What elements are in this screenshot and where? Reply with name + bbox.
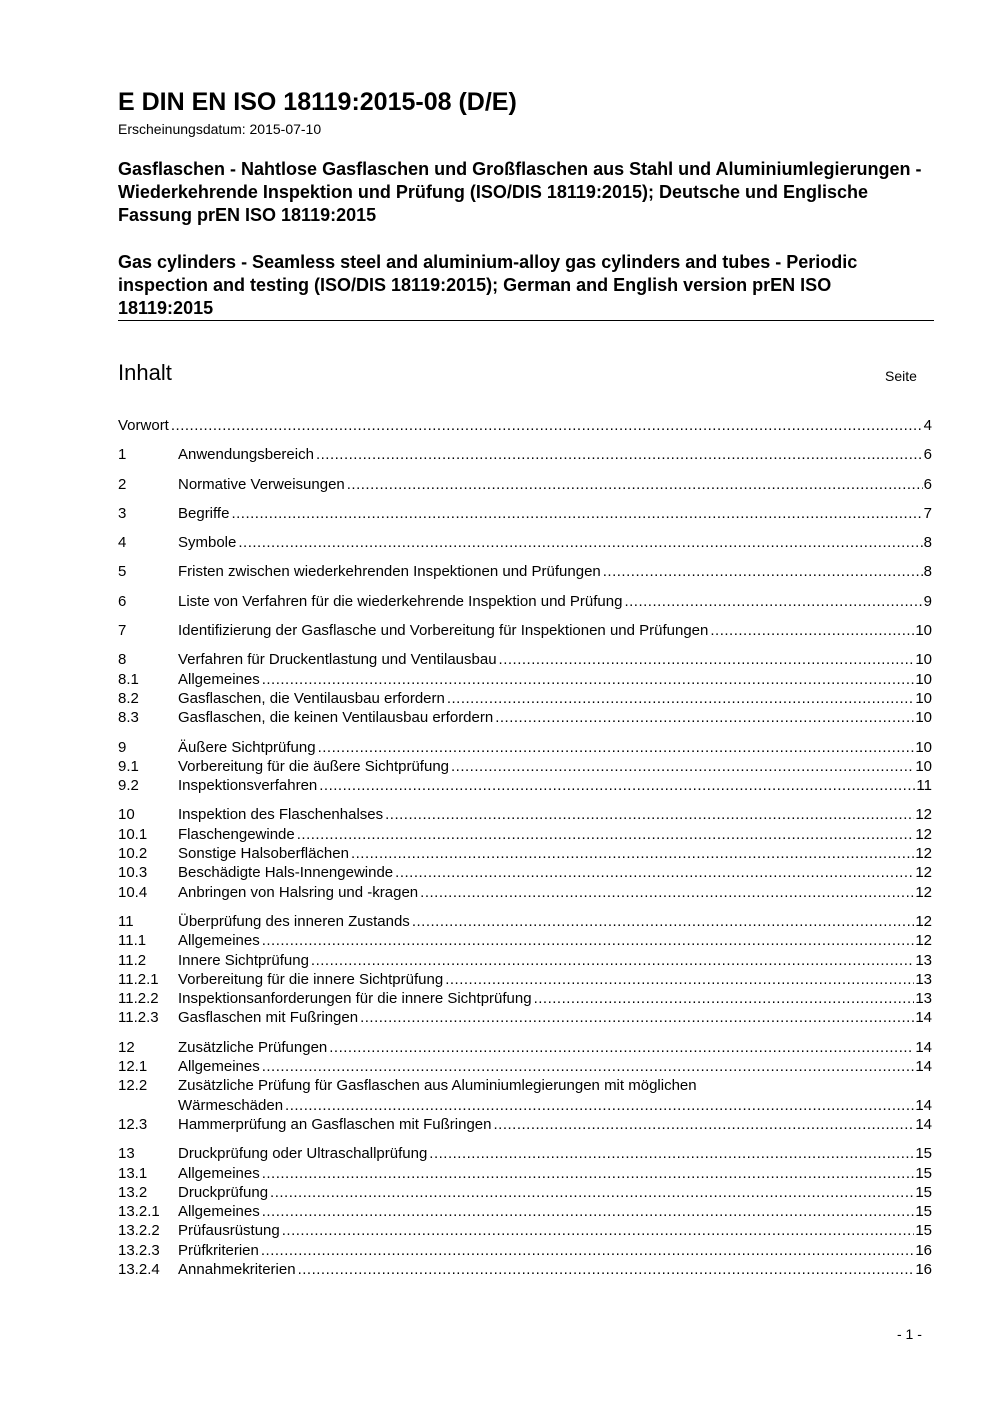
- toc-entry-page: 10: [915, 709, 932, 727]
- toc-entry-number: 9.1: [118, 757, 139, 775]
- toc-entry-line: [178, 757, 932, 776]
- toc-entry-line: [178, 1115, 932, 1134]
- toc-entry[interactable]: [118, 562, 932, 581]
- toc-dot-leader: [603, 562, 923, 581]
- toc-entry[interactable]: [118, 1038, 932, 1057]
- table-of-contents: [118, 416, 932, 1279]
- toc-entry-number: 13: [118, 1145, 135, 1163]
- toc-dot-leader: [311, 951, 914, 970]
- toc-entry-title: Allgemeines: [178, 932, 260, 950]
- toc-entry-line: [178, 825, 932, 844]
- toc-entry-continuation[interactable]: [118, 1096, 932, 1115]
- toc-dot-leader: [534, 989, 915, 1008]
- toc-entry-title: Fristen zwischen wiederkehrenden Inspektionen und Prüfungen: [178, 563, 601, 581]
- toc-dot-leader: [262, 1057, 915, 1076]
- toc-entry-line: [178, 1096, 932, 1115]
- toc-dot-leader: [238, 533, 922, 552]
- toc-entry-number: 5: [118, 563, 127, 581]
- toc-entry[interactable]: [118, 1202, 932, 1221]
- toc-entry-title: Druckprüfung: [178, 1183, 269, 1201]
- toc-dot-leader: [624, 592, 922, 611]
- toc-dot-leader: [395, 863, 914, 882]
- toc-entry[interactable]: [118, 1057, 932, 1076]
- toc-entry[interactable]: [118, 689, 932, 708]
- toc-entry-page: 14: [915, 1009, 932, 1027]
- toc-entry-number: 11: [118, 912, 134, 930]
- toc-entry-page: 6: [923, 446, 932, 464]
- toc-entry[interactable]: [118, 970, 932, 989]
- toc-entry[interactable]: [118, 533, 932, 552]
- toc-entry-number: 10.2: [118, 845, 148, 863]
- toc-entry[interactable]: [118, 805, 932, 824]
- toc-entry-title: Annahmekriterien: [178, 1260, 296, 1278]
- toc-entry-number: 8.3: [118, 709, 139, 727]
- toc-entry-title: Identifizierung der Gasflasche und Vorbereitung für Inspektionen und Prüfungen: [178, 622, 709, 640]
- toc-entry-title: Überprüfung des inneren Zustands: [178, 912, 410, 930]
- toc-entry-number: 1: [118, 446, 127, 464]
- toc-entry-line: [178, 670, 932, 689]
- toc-entry[interactable]: [118, 1241, 932, 1260]
- toc-entry-title: Wärmeschäden: [178, 1096, 284, 1114]
- toc-entry-page: 12: [915, 825, 932, 843]
- toc-entry-number: 13.2.3: [118, 1241, 160, 1259]
- toc-entry-page: 10: [915, 622, 932, 640]
- toc-entry-title: Allgemeines: [178, 1164, 260, 1182]
- toc-entry-line: [178, 1221, 932, 1240]
- toc-entry-page: 12: [915, 883, 932, 901]
- toc-entry-title: Normative Verweisungen: [178, 475, 345, 493]
- toc-entry-line: [178, 1241, 932, 1260]
- toc-entry-line: [178, 1038, 932, 1057]
- toc-entry-page: 10: [915, 738, 932, 756]
- toc-entry-page: 13: [915, 970, 932, 988]
- toc-entry-page: 13: [915, 990, 932, 1008]
- toc-dot-leader: [351, 844, 914, 863]
- toc-entry-number: 9.2: [118, 777, 139, 795]
- toc-entry[interactable]: [118, 989, 932, 1008]
- toc-entry-number: 12.3: [118, 1115, 148, 1133]
- toc-entry-page: 12: [915, 912, 932, 930]
- toc-entry-title: Anbringen von Halsring und -kragen: [178, 883, 419, 901]
- toc-entry-title: Allgemeines: [178, 1058, 260, 1076]
- toc-entry-page: 8: [923, 563, 932, 581]
- toc-entry-line: [178, 1144, 932, 1163]
- toc-entry-number: 10: [118, 806, 135, 824]
- toc-entry[interactable]: [118, 738, 932, 757]
- toc-dot-leader: [329, 1038, 914, 1057]
- toc-entry[interactable]: [118, 757, 932, 776]
- toc-entry-page: 6: [923, 475, 932, 493]
- toc-entry-title: Vorbereitung für die äußere Sichtprüfung: [178, 757, 450, 775]
- toc-entry-title: Prüfausrüstung: [178, 1222, 280, 1240]
- toc-entry-number: 2: [118, 475, 127, 493]
- toc-dot-leader: [495, 708, 914, 727]
- toc-entry[interactable]: [118, 708, 932, 727]
- toc-entry-title: Beschädigte Hals-Innengewinde: [178, 864, 394, 882]
- toc-entry-title: Äußere Sichtprüfung: [178, 738, 316, 756]
- toc-page-column-label: Seite: [885, 368, 917, 384]
- toc-entry-page: 15: [915, 1145, 932, 1163]
- toc-dot-leader: [231, 504, 922, 523]
- toc-entry[interactable]: [118, 445, 932, 464]
- toc-entry-line: [178, 883, 932, 902]
- toc-entry[interactable]: [118, 1008, 932, 1027]
- toc-entry-line: [178, 776, 932, 795]
- toc-entry-page: 11: [916, 777, 932, 795]
- toc-entry-line: [178, 931, 932, 950]
- toc-entry-title: Gasflaschen, die Ventilausbau erfordern: [178, 689, 445, 707]
- toc-dot-leader: [262, 1202, 915, 1221]
- toc-dot-leader: [171, 416, 923, 435]
- toc-entry-title: Anwendungsbereich: [178, 446, 314, 464]
- toc-entry-title: Sonstige Halsoberflächen: [178, 845, 349, 863]
- toc-entry-number: 13.2: [118, 1183, 148, 1201]
- title-divider: [118, 320, 934, 321]
- toc-entry[interactable]: [118, 1164, 932, 1183]
- toc-entry-page: 12: [915, 864, 932, 882]
- toc-dot-leader: [285, 1096, 914, 1115]
- toc-entry-title: Inspektionsverfahren: [178, 777, 318, 795]
- toc-entry-page: 4: [923, 417, 932, 434]
- toc-entry-line: [178, 592, 932, 611]
- toc-entry-page: 16: [915, 1241, 932, 1259]
- toc-entry[interactable]: [118, 951, 932, 970]
- toc-entry-line: [178, 1008, 932, 1027]
- toc-entry-number: 11.2.1: [118, 970, 159, 988]
- toc-entry-line: [178, 912, 932, 931]
- toc-entry-line: [178, 1260, 932, 1279]
- toc-entry-line: [178, 951, 932, 970]
- toc-entry[interactable]: [118, 1076, 932, 1095]
- toc-entry-number: 10.1: [118, 825, 148, 843]
- toc-entry-page: 15: [915, 1203, 932, 1221]
- toc-dot-leader: [412, 912, 915, 931]
- toc-entry[interactable]: [118, 504, 932, 523]
- toc-entry[interactable]: [118, 1183, 932, 1202]
- toc-dot-leader: [451, 757, 914, 776]
- toc-entry-line: [178, 445, 932, 464]
- toc-entry-line: [178, 844, 932, 863]
- toc-entry-number: 11.2.2: [118, 990, 159, 1008]
- toc-entry-page: 10: [915, 670, 932, 688]
- toc-dot-leader: [262, 670, 915, 689]
- toc-entry-title: Vorwort: [118, 417, 169, 434]
- toc-entry-number: 9: [118, 738, 127, 756]
- toc-entry-number: 10.3: [118, 864, 148, 882]
- toc-entry-number: 11.2: [118, 951, 147, 969]
- toc-entry-number: 12.2: [118, 1077, 148, 1095]
- toc-entry-line: [178, 1202, 932, 1221]
- toc-dot-leader: [270, 1183, 914, 1202]
- toc-entry[interactable]: [118, 621, 932, 640]
- toc-dot-leader: [262, 1164, 915, 1183]
- toc-entry-title: Gasflaschen mit Fußringen: [178, 1009, 359, 1027]
- document-id: E DIN EN ISO 18119:2015-08 (D/E): [118, 88, 517, 116]
- toc-entry[interactable]: [118, 1221, 932, 1240]
- toc-entry-title: Inspektion des Flaschenhalses: [178, 806, 384, 824]
- toc-entry-line: [178, 533, 932, 552]
- toc-entry[interactable]: [118, 475, 932, 494]
- toc-entry-title: Hammerprüfung an Gasflaschen mit Fußringen: [178, 1115, 492, 1133]
- toc-entry-line: [178, 989, 932, 1008]
- toc-entry-title: Flaschengewinde: [178, 825, 295, 843]
- toc-dot-leader: [499, 650, 915, 669]
- toc-entry-title: Prüfkriterien: [178, 1241, 259, 1259]
- toc-entry-line: [178, 650, 932, 669]
- toc-entry-page: 10: [915, 689, 932, 707]
- toc-entry[interactable]: [118, 1115, 932, 1134]
- toc-entry-number: 3: [118, 504, 127, 522]
- toc-entry-title: Vorbereitung für die innere Sichtprüfung: [178, 970, 444, 988]
- toc-entry-number: 12.1: [118, 1058, 148, 1076]
- toc-entry-number: 4: [118, 534, 127, 552]
- toc-entry-line: [178, 1164, 932, 1183]
- toc-entry-line: [178, 562, 932, 581]
- toc-entry[interactable]: [118, 883, 932, 902]
- toc-dot-leader: [347, 475, 923, 494]
- toc-dot-leader: [420, 883, 914, 902]
- toc-entry-page: 7: [923, 504, 932, 522]
- toc-entry-title: Verfahren für Druckentlastung und Ventilausbau: [178, 651, 497, 669]
- toc-dot-leader: [319, 776, 915, 795]
- toc-dot-leader: [261, 1241, 914, 1260]
- toc-dot-leader: [710, 621, 914, 640]
- toc-entry-line: [178, 1183, 932, 1202]
- toc-entry-title: Allgemeines: [178, 1203, 260, 1221]
- toc-dot-leader: [493, 1115, 914, 1134]
- toc-entry[interactable]: [118, 670, 932, 689]
- toc-dot-leader: [385, 805, 914, 824]
- toc-entry-title: Liste von Verfahren für die wiederkehrende Inspektion und Prüfung: [178, 592, 623, 610]
- toc-dot-leader: [297, 825, 915, 844]
- toc-dot-leader: [318, 738, 915, 757]
- toc-entry-page: 16: [915, 1260, 932, 1278]
- toc-entry-number: 13.1: [118, 1164, 148, 1182]
- toc-entry-number: 12: [118, 1038, 135, 1056]
- toc-entry-page: 9: [923, 592, 932, 610]
- footer-page-number: - 1 -: [897, 1326, 922, 1342]
- toc-entry[interactable]: [118, 1260, 932, 1279]
- toc-entry-title: Begriffe: [178, 504, 230, 522]
- toc-entry[interactable]: [118, 1144, 932, 1163]
- toc-entry[interactable]: [118, 650, 932, 669]
- toc-entry[interactable]: [118, 912, 932, 931]
- title-english: Gas cylinders - Seamless steel and aluminium-alloy gas cylinders and tubes - Periodic inspection and testing (ISO/DIS 18119:2015); German and English version prEN ISO 18119:2015: [118, 252, 858, 318]
- toc-entry[interactable]: [118, 931, 932, 950]
- toc-entry[interactable]: [118, 863, 932, 882]
- toc-heading: Inhalt: [118, 360, 172, 385]
- toc-entry-title: Symbole: [178, 534, 237, 552]
- toc-entry-line: [178, 621, 932, 640]
- toc-entry[interactable]: [118, 844, 932, 863]
- toc-entry-line: [178, 1057, 932, 1076]
- toc-entry-page: 14: [915, 1096, 932, 1114]
- toc-entry-number: 8: [118, 651, 127, 669]
- toc-entry-number: 11.2.3: [118, 1009, 159, 1027]
- toc-dot-leader: [262, 931, 915, 950]
- toc-entry-page: 15: [915, 1164, 932, 1182]
- toc-entry-title: Zusätzliche Prüfungen: [178, 1038, 328, 1056]
- toc-entry-title: Druckprüfung oder Ultraschallprüfung: [178, 1145, 428, 1163]
- toc-entry-number: 8.2: [118, 689, 139, 707]
- toc-entry-page: 12: [915, 806, 932, 824]
- toc-entry-page: 12: [915, 932, 932, 950]
- toc-entry-page: 14: [915, 1115, 932, 1133]
- toc-entry-title: Inspektionsanforderungen für die innere Sichtprüfung: [178, 990, 532, 1008]
- toc-entry-number: 13.2.4: [118, 1260, 160, 1278]
- toc-entry-page: 15: [915, 1222, 932, 1240]
- toc-dot-leader: [429, 1144, 914, 1163]
- toc-entry-page: 12: [915, 845, 932, 863]
- toc-entry-line: [178, 708, 932, 727]
- toc-entry-line: [178, 805, 932, 824]
- toc-dot-leader: [447, 689, 914, 708]
- publication-date: Erscheinungsdatum: 2015-07-10: [118, 121, 322, 137]
- toc-dot-leader: [360, 1008, 914, 1027]
- toc-entry-page: 14: [915, 1058, 932, 1076]
- toc-entry-title: Allgemeines: [178, 670, 260, 688]
- toc-entry-number: 13.2.1: [118, 1203, 160, 1221]
- toc-entry-number: 6: [118, 592, 127, 610]
- toc-entry-number: 11.1: [118, 932, 147, 950]
- toc-entry-number: 8.1: [118, 670, 139, 688]
- toc-entry-page: 10: [915, 757, 932, 775]
- toc-entry-number: 7: [118, 622, 127, 640]
- toc-entry-title: Innere Sichtprüfung: [178, 951, 309, 969]
- toc-entry[interactable]: [118, 416, 932, 435]
- title-german: Gasflaschen - Nahtlose Gasflaschen und Großflaschen aus Stahl und Aluminiumlegierungen - Wiederkehrende Inspektion und Prüfung (ISO/DIS 18119:2015); Deutsche und Englische Fassung prEN ISO 18119:2015: [118, 159, 922, 225]
- toc-entry-line: [178, 475, 932, 494]
- toc-dot-leader: [298, 1260, 915, 1279]
- toc-entry-page: 8: [923, 534, 932, 552]
- toc-entry[interactable]: [118, 592, 932, 611]
- toc-entry-page: 14: [915, 1038, 932, 1056]
- toc-entry-title-line1: Zusätzliche Prüfung für Gasflaschen aus Aluminiumlegierungen mit möglichen: [178, 1077, 697, 1095]
- toc-entry-number: 10.4: [118, 883, 148, 901]
- toc-entry-line: [118, 416, 932, 435]
- toc-dot-leader: [316, 445, 923, 464]
- toc-entry-page: 15: [915, 1183, 932, 1201]
- toc-entry-number: 13.2.2: [118, 1222, 160, 1240]
- toc-entry-title: Gasflaschen, die keinen Ventilausbau erfordern: [178, 709, 494, 727]
- toc-entry-page: 13: [915, 951, 932, 969]
- toc-dot-leader: [445, 970, 914, 989]
- toc-entry-line: [178, 738, 932, 757]
- toc-entry-line: [178, 689, 932, 708]
- toc-entry-line: [178, 970, 932, 989]
- toc-dot-leader: [282, 1221, 915, 1240]
- toc-entry[interactable]: [118, 776, 932, 795]
- toc-entry-line: [178, 863, 932, 882]
- toc-entry-line: [178, 504, 932, 523]
- toc-entry[interactable]: [118, 825, 932, 844]
- toc-entry-page: 10: [915, 651, 932, 669]
